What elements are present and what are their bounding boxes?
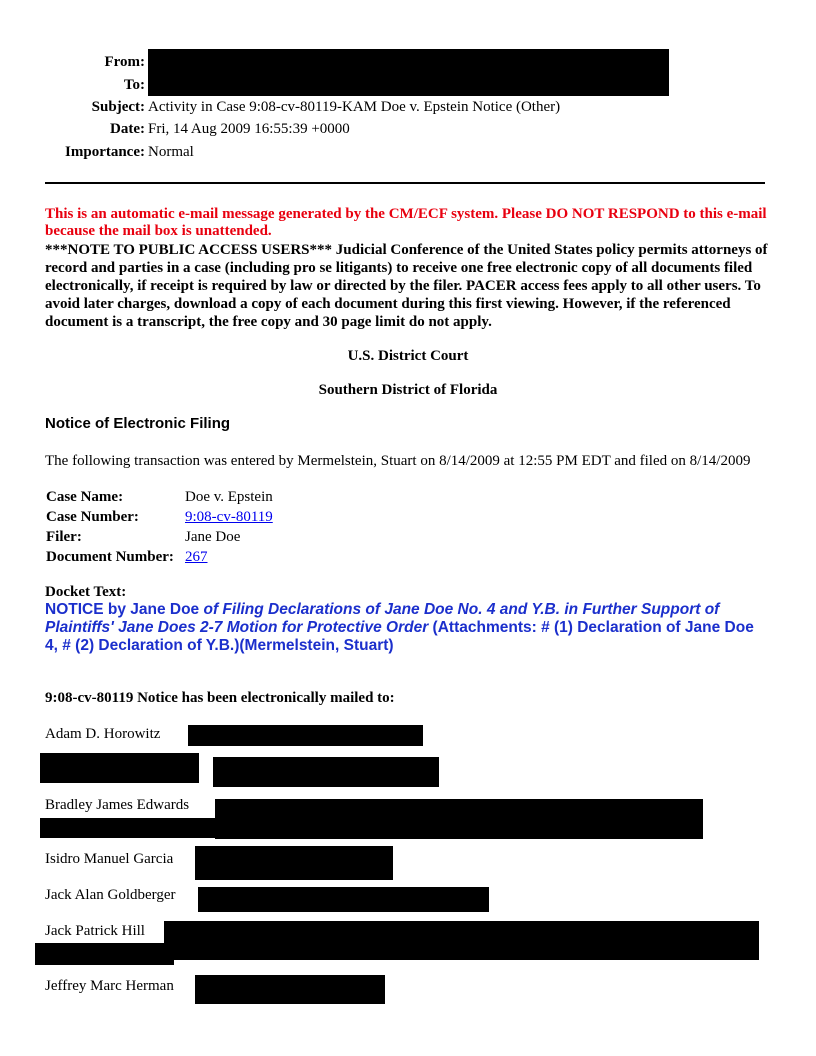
date-value: Fri, 14 Aug 2009 16:55:39 +0000 — [148, 121, 350, 137]
transaction-text: The following transaction was entered by Mermelstein, Stuart on 8/14/2009 at 12:55 PM EDT and filed on 8/14/2009 — [45, 453, 751, 469]
court-name: U.S. District Court — [347, 348, 469, 364]
redaction-email — [195, 975, 385, 1004]
case-number-link[interactable]: 9:08-cv-80119 — [185, 509, 273, 525]
redaction-email — [40, 818, 215, 838]
subject-value: Activity in Case 9:08-cv-80119-KAM Doe v. Epstein Notice (Other) — [148, 99, 561, 115]
docket-text-part3: (Attachments: # (1) Declaration of Jane Doe 4, # (2) Declaration of Y.B.)(Mermelstein, Stuart) — [45, 619, 754, 654]
recipient-name: Bradley James Edwards — [45, 797, 190, 813]
case-name-value: Doe v. Epstein — [185, 489, 273, 505]
subject-label: Subject: — [91, 99, 145, 115]
docket-text-part2: of Filing Declarations of Jane Doe No. 4 and Y.B. in Further Support of Plaintiffs' Jane Does 2-7 Motion for Protective Order — [45, 601, 720, 636]
auto-message-warning: This is an automatic e-mail message generated by the CM/ECF system. Please DO NOT RESPOND to this e-mail because the mail box is unattended. — [45, 206, 767, 239]
from-label: From: — [104, 54, 145, 70]
header-divider — [45, 182, 765, 184]
docket-text-part1: NOTICE by Jane Doe — [45, 601, 204, 618]
recipient-name: Isidro Manuel Garcia — [45, 851, 174, 867]
redaction-email — [198, 887, 489, 912]
filer-label: Filer: — [46, 529, 82, 545]
recipient-name: Jack Alan Goldberger — [45, 887, 176, 903]
case-name-label: Case Name: — [46, 489, 124, 505]
date-label: Date: — [110, 121, 145, 137]
docket-text — [45, 601, 765, 655]
document-number-link[interactable]: 267 — [185, 549, 208, 565]
case-number-label: Case Number: — [46, 509, 139, 525]
filing-heading: Notice of Electronic Filing — [45, 415, 231, 432]
redaction-email — [215, 799, 703, 839]
docket-label: Docket Text: — [45, 584, 127, 600]
mailed-heading: 9:08-cv-80119 Notice has been electronically mailed to: — [45, 690, 395, 706]
redaction-email — [40, 753, 199, 783]
redaction-email — [188, 725, 423, 746]
redaction-email — [164, 921, 759, 960]
to-label: To: — [123, 77, 145, 93]
importance-value: Normal — [148, 144, 194, 160]
importance-label: Importance: — [65, 144, 145, 160]
court-district: Southern District of Florida — [318, 382, 498, 398]
recipient-name: Jack Patrick Hill — [45, 923, 145, 939]
redaction-from-to — [148, 49, 669, 96]
recipient-name: Jeffrey Marc Herman — [45, 978, 174, 994]
redaction-email — [213, 757, 439, 787]
document-number-label: Document Number: — [46, 549, 174, 565]
redaction-email — [195, 846, 393, 880]
redaction-email — [35, 943, 174, 965]
public-access-note: ***NOTE TO PUBLIC ACCESS USERS*** Judicial Conference of the United States policy permits attorneys of record and parties in a case (including pro se litigants) to receive one free electronic copy of all documents filed electronically, if receipt is required by law or directed by the filer. PACER access fees apply to all other users. To avoid later charges, download a copy of each document during this first viewing. However, if the referenced document is a transcript, the free copy and 30 page limit do not apply. — [45, 242, 768, 330]
recipient-name: Adam D. Horowitz — [45, 726, 161, 742]
filer-value: Jane Doe — [185, 529, 241, 545]
